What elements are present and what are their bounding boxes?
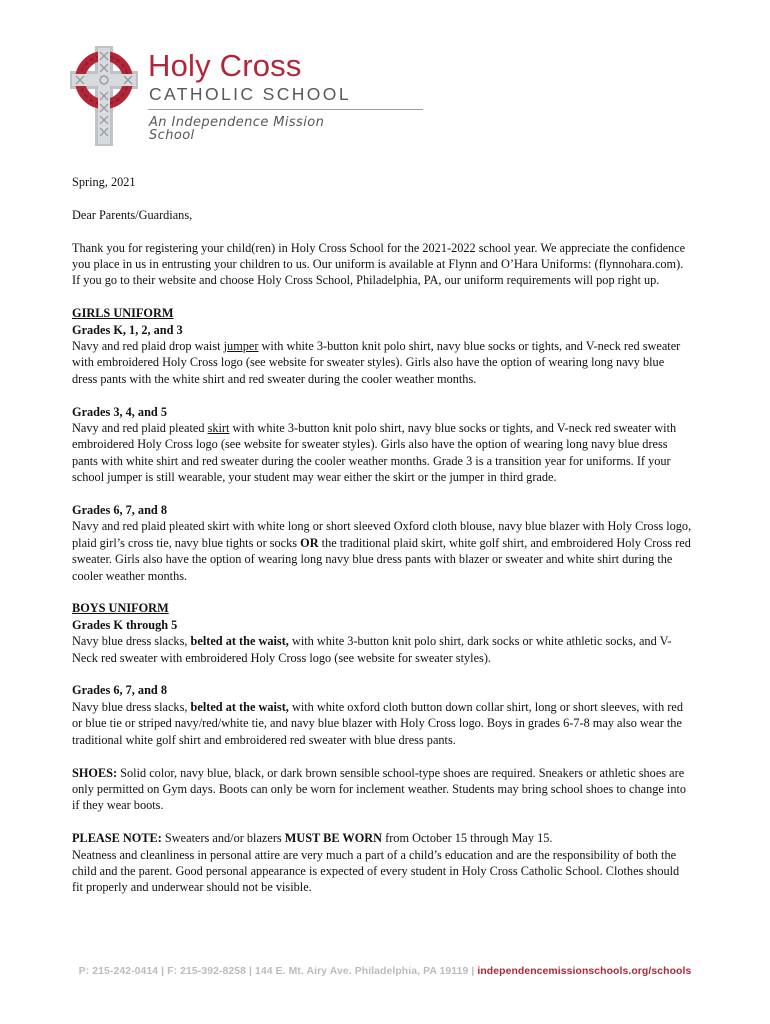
girls-k3-heading: Grades K, 1, 2, and 3 (72, 322, 183, 337)
girls-k3-text-end: with white 3-button knit polo shirt, navy blue socks or tights, and V-neck red sweater with embroidered Holy Cross logo (see website for sweater styles). Girls also have the option of wearing long navy blue dress pants with the white shirt and red sweater during the cooler weather months. (72, 339, 681, 386)
please-note-text-end: from October 15 through May 15. (382, 831, 553, 846)
girls-g68-section (72, 502, 692, 584)
boys-g68-key-phrase: belted at the waist, (190, 699, 289, 714)
boys-k5-key-phrase: belted at the waist, (190, 634, 289, 649)
please-note-text-start: Sweaters and/or blazers (161, 831, 285, 846)
letter-body (72, 174, 692, 912)
shoes-text: Solid color, navy blue, black, or dark brown sensible school-type shoes are required. Sneakers or athletic shoes are only permitted on Gym days. Boots can only be worn for inclement weather. Students may bring school shoes to change into if they wear boots. (72, 765, 687, 813)
boys-k5-heading: Grades K through 5 (72, 617, 178, 632)
school-subtitle: CATHOLIC SCHOOL (149, 84, 351, 104)
letterhead-divider (148, 109, 423, 110)
girls-g35-section (72, 404, 692, 486)
girls-k3-key-item: jumper (223, 339, 259, 354)
shoes-section (72, 765, 692, 814)
girls-g68-key-word: OR (300, 535, 319, 550)
girls-uniform-section (72, 305, 692, 387)
boys-g68-text-start: Navy blue dress slacks, (72, 699, 191, 714)
girls-uniform-heading: GIRLS UNIFORM (72, 306, 174, 321)
girls-g35-text-end: with white 3-button knit polo shirt, navy blue socks or tights, and V-neck red sweater with embroidered Holy Cross logo (see website for sweater styles). Girls also have the option of wearing long navy blue dress pants with white shirt and red sweater during the cooler weather months. Grade 3 is a transition year for uniforms. If your school jumper is still wearable, your student may wear either the skirt or the jumper in third grade. (72, 421, 677, 485)
boys-k5-text-end: with white 3-button knit polo shirt, dark socks or white athletic socks, and V-Neck red sweater with embroidered Holy Cross logo (see website for sweater styles). (72, 634, 672, 665)
footer-contact: P: 215-242-0414 | F: 215-392-8258 | 144 E. Mt. Airy Ave. Philadelphia, PA 19119 | (78, 966, 478, 977)
boys-g68-section (72, 682, 692, 748)
boys-k5-text-start: Navy blue dress slacks, (72, 634, 191, 649)
letter-date: Spring, 2021 (72, 175, 136, 189)
girls-g35-key-item: skirt (207, 421, 230, 436)
school-tagline: An Independence Mission School (149, 115, 325, 143)
boys-g68-heading: Grades 6, 7, and 8 (72, 683, 167, 698)
letter-intro: Thank you for registering your child(ren) in Holy Cross School for the 2021-2022 school year. We appreciate the confidence you place in us in entrusting your children to us. Our uniform is available at Flynn and O’Hara Uniforms: (flynnohara.com). If you go to their website and choose Holy Cross School, Philadelphia, PA, our uniform requirements will pop right up. (72, 240, 686, 288)
please-note-section (72, 830, 692, 896)
please-note-key-phrase: MUST BE WORN (284, 831, 383, 846)
girls-g68-text-end: the traditional plaid skirt, white golf shirt, and embroidered Holy Cross red sweater. Girls also have the option of wearing long navy blue dress pants with blazer or sweater and white shirt during the cooler weather months. (72, 535, 691, 583)
please-note-body: Neatness and cleanliness in personal attire are very much a part of a child’s education and are the responsibility of both the child and the parent. Good personal appearance is expected of every student in Holy Cross Catholic School. Clothes should fit properly and underwear should not be visible. (72, 847, 680, 895)
girls-g68-heading: Grades 6, 7, and 8 (72, 503, 167, 518)
letterhead (68, 42, 368, 148)
shoes-label: SHOES: (72, 765, 118, 780)
celtic-cross-icon (68, 44, 140, 148)
girls-g35-text-start: Navy and red plaid pleated (72, 421, 208, 436)
footer-link[interactable]: independencemissionschools.org/schools (477, 966, 692, 977)
boys-g68-text-end: with white oxford cloth button down collar shirt, long or short sleeves, with red or blue tie or striped navy/red/white tie, and navy blue blazer with Holy Cross logo. Boys in grades 6-7-8 may also wear the traditional white golf shirt and embroidered red sweater with blue dress pants. (72, 699, 684, 747)
letter-salutation: Dear Parents/Guardians, (72, 207, 193, 222)
footer (0, 966, 770, 977)
girls-k3-text-start: Navy and red plaid drop waist (72, 339, 224, 354)
girls-g35-heading: Grades 3, 4, and 5 (72, 404, 167, 419)
boys-uniform-heading: BOYS UNIFORM (72, 601, 169, 616)
girls-g68-text-start: Navy and red plaid pleated skirt with white long or short sleeved Oxford cloth blouse, navy blue blazer with Holy Cross logo, plaid girl’s cross tie, navy blue tights or socks (72, 519, 692, 550)
please-note-label: PLEASE NOTE: (72, 831, 162, 846)
school-name: Holy Cross (148, 48, 302, 83)
boys-uniform-section (72, 600, 692, 666)
